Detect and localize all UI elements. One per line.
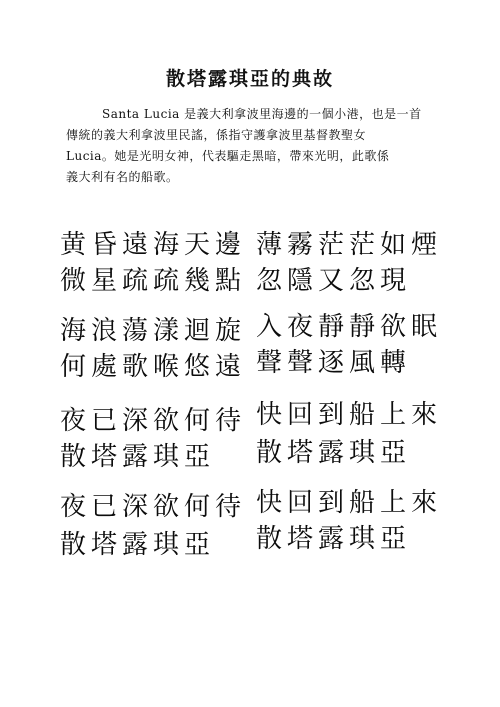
page-title: 散塔露琪亞的典故	[165, 68, 334, 90]
lyric-line: 聲聲逐風轉	[256, 348, 412, 378]
lyric-line: 薄霧茫茫如煙	[256, 230, 443, 260]
lyric-line: 散塔露琪亞	[60, 442, 216, 472]
lyric-line: 散塔露琪亞	[256, 524, 412, 554]
lyric-line: 黄昏遠海天邊	[60, 230, 247, 260]
lyric-line: 快回到船上來	[256, 488, 443, 518]
intro-line: 傳統的義大利拿波里民謠，係指守護拿波里基督教聖女	[66, 128, 367, 142]
intro-line: Santa Lucia 是義大利拿波里海邊的一個小港，也是一首	[102, 107, 422, 121]
lyric-line: 夜已深欲何待	[60, 406, 247, 436]
lyric-line: 夜已深欲何待	[60, 492, 247, 522]
lyric-line: 微星疏疏幾點	[60, 266, 247, 296]
lyric-line: 散塔露琪亞	[60, 530, 216, 560]
lyric-line: 快回到船上來	[256, 400, 443, 430]
lyric-line: 忽隱又忽現	[256, 266, 412, 296]
lyric-line: 海浪蕩漾迴旋	[60, 316, 247, 346]
intro-line: 義大利有名的船歌。	[66, 170, 179, 184]
intro-line: Lucia。她是光明女神，代表驅走黑暗，帶來光明，此歌係	[66, 149, 390, 163]
lyric-line: 散塔露琪亞	[256, 438, 412, 468]
lyric-line: 入夜靜靜欲眠	[256, 312, 443, 342]
lyric-line: 何處歌喉悠遠	[60, 352, 247, 382]
